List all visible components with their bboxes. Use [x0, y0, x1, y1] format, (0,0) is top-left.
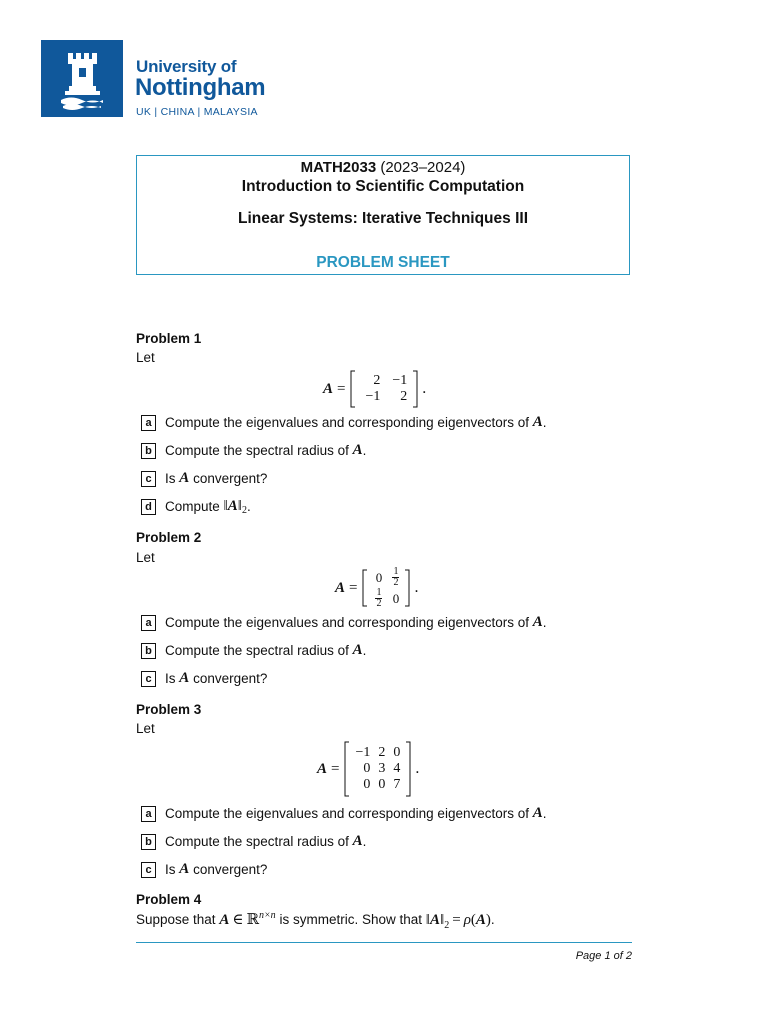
matrix-cell-half: $\frac{1}{2}$: [393, 566, 399, 588]
problem-2-intro: Let: [136, 550, 155, 565]
right-bracket: [411, 370, 419, 408]
problem-2-part-a: a Compute the eigenvalues and corresponding eigenvectors of A .: [141, 614, 547, 631]
problem-3-intro: Let: [136, 721, 155, 736]
part-label: b: [141, 443, 156, 459]
page-number: Page 1 of 2: [575, 950, 632, 962]
problem-1-title: Problem 1: [136, 331, 202, 346]
topic-title: Linear Systems: Iterative Techniques III: [237, 210, 528, 227]
part-label: a: [141, 615, 156, 631]
problem-2-matrix: [369, 567, 403, 609]
castle-crest-icon: [41, 40, 123, 117]
matrix-cell: 0: [375, 569, 383, 585]
part-label: a: [141, 806, 156, 822]
course-code: MATH2033: [300, 159, 377, 176]
logo-text-campuses: UK | CHINA | MALAYSIA: [136, 106, 258, 118]
problem-3-matrix: [351, 745, 404, 793]
matrix-cell-half: $\frac{1}{2}$: [376, 587, 382, 609]
problem-1-matrix: [357, 373, 411, 405]
left-bracket: [343, 741, 351, 797]
course-year: (2023–2024): [380, 159, 466, 176]
part-label: c: [141, 471, 156, 487]
matrix-cell: 0: [363, 777, 371, 792]
footer-divider: [136, 942, 632, 943]
problem-4-title: Problem 4: [136, 892, 202, 907]
matrix-cell: 4: [393, 761, 401, 776]
logo-text-nottingham: Nottingham: [135, 74, 266, 101]
matrix-cell: 0: [378, 777, 386, 792]
problem-3-title: Problem 3: [136, 702, 202, 717]
problem-3-part-a: a Compute the eigenvalues and corresponding eigenvectors of A .: [141, 805, 547, 822]
problem-3-part-b: b Compute the spectral radius of A .: [141, 833, 366, 850]
left-bracket: [361, 569, 369, 607]
problem-1-part-b: b Compute the spectral radius of A .: [141, 442, 366, 459]
matrix-cell: 2: [373, 373, 381, 388]
part-label: a: [141, 415, 156, 431]
course-title: Introduction to Scientific Computation: [241, 178, 525, 195]
part-label: d: [141, 499, 156, 515]
part-label: b: [141, 834, 156, 850]
title-box: [136, 155, 630, 275]
matrix-cell: 2: [378, 745, 386, 760]
matrix-cell: 0: [393, 745, 401, 760]
problem-2-part-b: b Compute the spectral radius of A .: [141, 642, 366, 659]
problem-3-part-c: c Is A convergent?: [141, 861, 267, 878]
problem-3-equation: A = −1 2 0 0 3 4 0 0 7 .: [317, 740, 419, 798]
problem-4-statement: Suppose that A ∈ ℝ n×n is symmetric. Show that ‖ A ‖ 2 = ρ ( A ) .: [136, 910, 495, 931]
problem-2-equation: A = 0 $\frac{1}{2}$ $\frac{1}{2}$ 0 .: [335, 566, 419, 609]
sheet-type: PROBLEM SHEET: [316, 254, 450, 271]
matrix-cell: 0: [363, 761, 371, 776]
course-header: [137, 159, 629, 176]
matrix-cell: 2: [400, 389, 408, 404]
matrix-cell: 0: [392, 590, 400, 606]
part-label: c: [141, 862, 156, 878]
problem-1-intro: Let: [136, 350, 155, 365]
matrix-cell: 3: [378, 761, 386, 776]
problem-1-equation: A = 2 −1 −1 2 .: [323, 369, 426, 409]
part-label: c: [141, 671, 156, 687]
matrix-cell: 7: [393, 777, 401, 792]
problem-2-part-c: c Is A convergent?: [141, 670, 267, 687]
university-logo: [41, 40, 271, 118]
right-bracket: [404, 741, 412, 797]
matrix-cell: −1: [355, 745, 371, 760]
problem-1-part-a: a Compute the eigenvalues and corresponding eigenvectors of A .: [141, 414, 547, 431]
left-bracket: [349, 370, 357, 408]
problem-2-title: Problem 2: [136, 530, 202, 545]
problem-1-part-d: d Compute ‖ A ‖ 2 .: [141, 498, 251, 515]
matrix-cell: −1: [365, 389, 381, 404]
logo-text-university-of: University of: [136, 57, 237, 76]
right-bracket: [403, 569, 411, 607]
part-label: b: [141, 643, 156, 659]
problem-1-part-c: c Is A convergent?: [141, 470, 267, 487]
matrix-cell: −1: [392, 373, 408, 388]
